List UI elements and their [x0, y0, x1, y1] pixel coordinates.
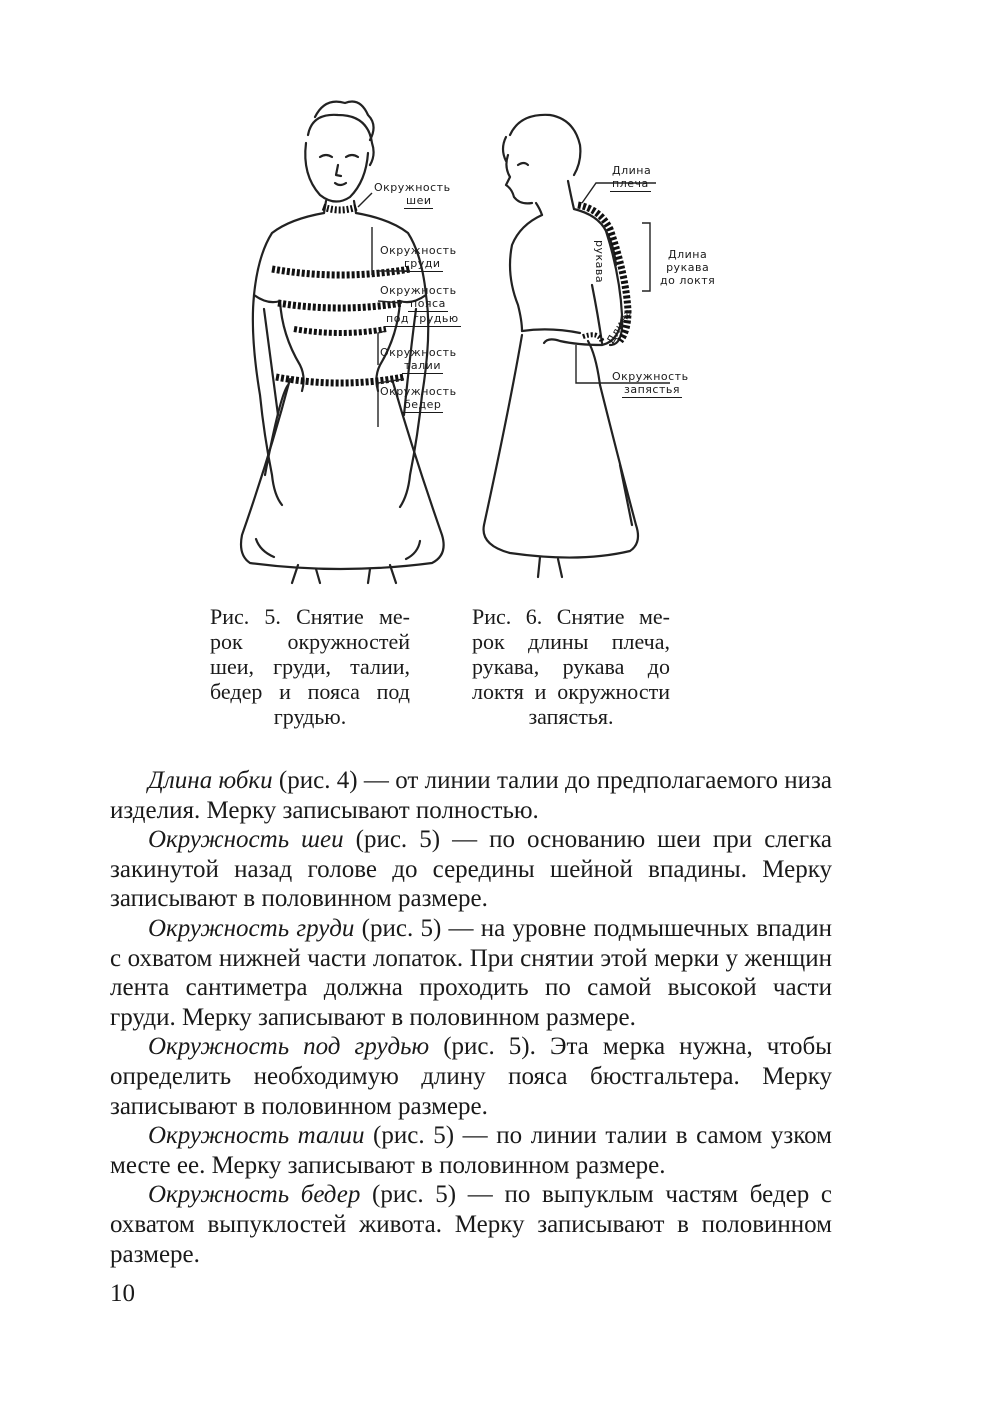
figure-5-caption-line: рок окружностей	[210, 629, 410, 654]
figure-6-caption-line: рукава, рукава до	[472, 654, 670, 679]
figure-5-caption-line: шеи, груди, талии,	[210, 654, 410, 679]
figure-6-caption-line: запястья.	[528, 704, 614, 729]
term: Окружность груди	[148, 914, 355, 942]
paragraph-hip-circumference	[110, 1180, 832, 1269]
label-sleeve-length-vertical: рукава	[593, 240, 606, 284]
label-bust-circumference: Окружность груди	[380, 244, 457, 270]
paragraph-skirt-length	[110, 766, 832, 825]
figure-5-caption-line: грудью.	[273, 704, 347, 729]
definition: (рис. 5). Эта мерка нужна, чтобы определить необходимую длину пояса бюстгальтера. Мерку записывают в половинном размере.	[110, 1033, 832, 1120]
label-wrist-circumference: Окружность запястья	[612, 370, 689, 396]
figure-5-illustration	[220, 95, 480, 585]
term: Окружность бедер	[148, 1181, 361, 1209]
term: Длина юбки	[148, 767, 273, 794]
figure-5-caption-line: Рис. 5. Снятие ме-	[210, 604, 410, 629]
figure-5-caption	[210, 604, 410, 729]
paragraph-neck-circumference	[110, 825, 832, 914]
label-neck-circumference: Окружность шеи	[374, 181, 451, 207]
page-number: 10	[110, 1280, 135, 1307]
front-figure-drawing	[220, 95, 480, 585]
label-underbust-circumference: Окружность пояса под грудью	[380, 284, 459, 325]
label-sleeve-length-vertical-2: Длина	[604, 306, 635, 347]
definition: (рис. 5) — по линии талии в самом узком месте ее. Мерку записывают в половинном размере.	[110, 1122, 832, 1179]
figure-6-caption-line: локтя и окружности	[472, 679, 670, 704]
figure-6-caption-line: Рис. 6. Снятие ме-	[472, 604, 670, 629]
definition: (рис. 5) — на уровне подмышечных впадин с охватом нижней части лопаток. При снятии этой мерки у женщин лента сантиметра должна проходить по самой высокой части груди. Мерку записывают в половинном размере.	[110, 914, 832, 1031]
term: Окружность талии	[148, 1122, 365, 1150]
paragraph-bust-circumference	[110, 914, 832, 1032]
term: Окружность шеи	[148, 826, 344, 854]
definition: (рис. 5) — по выпуклым частям бедер с охватом выпуклостей живота. Мерку записывают в половинном размере.	[110, 1181, 832, 1268]
figure-5-caption-line: бедер и пояса под	[210, 679, 410, 704]
term: Окружность под грудью	[148, 1033, 430, 1061]
figure-6-caption	[472, 604, 670, 729]
label-waist-circumference: Окружность талии	[380, 346, 457, 372]
definition: (рис. 5) — по основанию шеи при слегка закинутой назад голове до середины шейной впадины. Мерку записывают в половинном размере.	[110, 826, 832, 913]
figure-6-caption-line: рок длины плеча,	[472, 629, 670, 654]
label-sleeve-to-elbow: Длина рукава до локтя	[660, 248, 716, 287]
paragraph-underbust-circumference	[110, 1032, 832, 1121]
definition: (рис. 4) — от линии талии до предполагаемого низа изделия. Мерку записывают полностью.	[110, 767, 832, 824]
paragraph-waist-circumference	[110, 1121, 832, 1180]
body-text	[110, 766, 832, 1269]
label-shoulder-length: Длина плеча	[612, 164, 652, 190]
label-hip-circumference: Окружность бедер	[380, 385, 457, 411]
